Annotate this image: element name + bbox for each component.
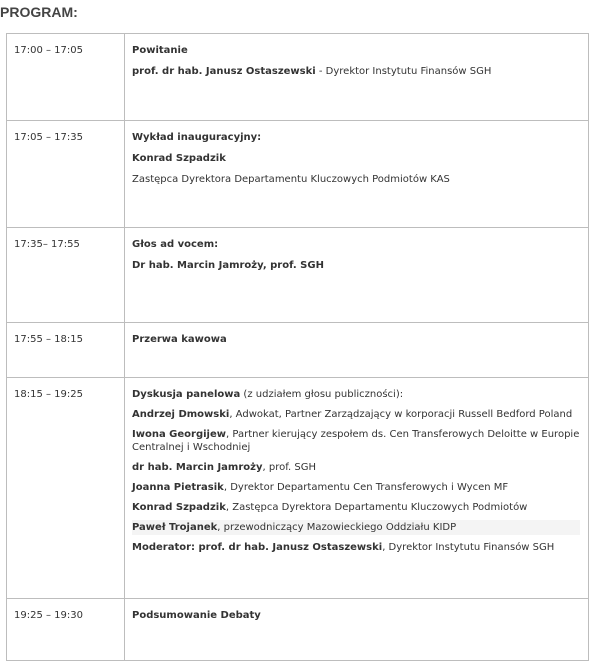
speaker-role: , Adwokat, Partner Zarządzający w korporacji Russell Bedford Poland <box>229 409 573 420</box>
list-item <box>132 388 580 401</box>
list-item <box>132 152 580 165</box>
table-row <box>7 323 589 378</box>
session-note: (z udziałem głosu publiczności): <box>240 389 404 400</box>
list-item <box>132 501 580 514</box>
list-item <box>132 541 580 554</box>
session-title: Głos ad vocem: <box>132 239 219 250</box>
time-cell: 17:05 – 17:35 <box>7 121 125 228</box>
table-row <box>7 378 589 599</box>
session-title: Powitanie <box>132 45 188 56</box>
program-table <box>6 33 589 661</box>
list-item <box>132 238 580 251</box>
list-item <box>132 408 580 421</box>
speaker-role: , Dyrektor Departamentu Cen Transferowych i Wycen MF <box>223 482 509 493</box>
speaker-name: prof. dr hab. Janusz Ostaszewski <box>132 66 316 77</box>
content-cell <box>125 323 589 378</box>
time-cell: 19:25 – 19:30 <box>7 599 125 661</box>
table-row <box>7 121 589 228</box>
speaker-name: dr hab. Marcin Jamroży <box>132 462 263 473</box>
list-item <box>132 65 580 78</box>
table-row <box>7 228 589 323</box>
moderator-name: Moderator: prof. dr hab. Janusz Ostaszewski <box>132 542 383 553</box>
speaker-name: Konrad Szpadzik <box>132 153 226 164</box>
content-cell <box>125 599 589 661</box>
list-item <box>132 520 580 535</box>
list-item <box>132 609 580 622</box>
content-cell <box>125 228 589 323</box>
session-title: Dyskusja panelowa <box>132 389 241 400</box>
time-cell: 17:00 – 17:05 <box>7 34 125 121</box>
session-title: Podsumowanie Debaty <box>132 610 261 621</box>
speaker-role: , Dyrektor Instytutu Finansów SGH <box>382 542 555 553</box>
page-title: PROGRAM: <box>0 4 78 20</box>
speaker-name: Paweł Trojanek <box>132 522 218 533</box>
time-cell: 18:15 – 19:25 <box>7 378 125 599</box>
list-item <box>132 173 580 186</box>
speaker-role: - Dyrektor Instytutu Finansów SGH <box>315 66 492 77</box>
list-item <box>132 461 580 474</box>
list-item <box>132 131 580 144</box>
list-item <box>132 481 580 494</box>
speaker-name: Andrzej Dmowski <box>132 409 230 420</box>
speaker-role: , prof. SGH <box>262 462 316 473</box>
list-item <box>132 259 580 272</box>
list-item <box>132 428 580 454</box>
session-title: Wykład inauguracyjny: <box>132 132 262 143</box>
speaker-name: Joanna Pietrasik <box>132 482 224 493</box>
list-item <box>132 333 580 346</box>
speaker-name: Iwona Georgijew <box>132 429 227 440</box>
content-cell <box>125 378 589 599</box>
time-cell: 17:35– 17:55 <box>7 228 125 323</box>
speaker-role: Zastępca Dyrektora Departamentu Kluczowych Podmiotów KAS <box>132 174 450 185</box>
content-cell <box>125 121 589 228</box>
list-item <box>132 44 580 57</box>
speaker-role: , Partner kierujący zespołem ds. Cen Transferowych Deloitte w Europie Centralnej i Wschodniej <box>132 429 580 453</box>
speaker-name: Konrad Szpadzik <box>132 502 226 513</box>
table-row <box>7 599 589 661</box>
speaker-role: , przewodniczący Mazowieckiego Oddziału KIDP <box>217 522 457 533</box>
speaker-role: , Zastępca Dyrektora Departamentu Kluczowych Podmiotów <box>225 502 528 513</box>
table-row <box>7 34 589 121</box>
speaker-name: Dr hab. Marcin Jamroży, prof. SGH <box>132 260 324 271</box>
content-cell <box>125 34 589 121</box>
time-cell: 17:55 – 18:15 <box>7 323 125 378</box>
session-title: Przerwa kawowa <box>132 334 227 345</box>
